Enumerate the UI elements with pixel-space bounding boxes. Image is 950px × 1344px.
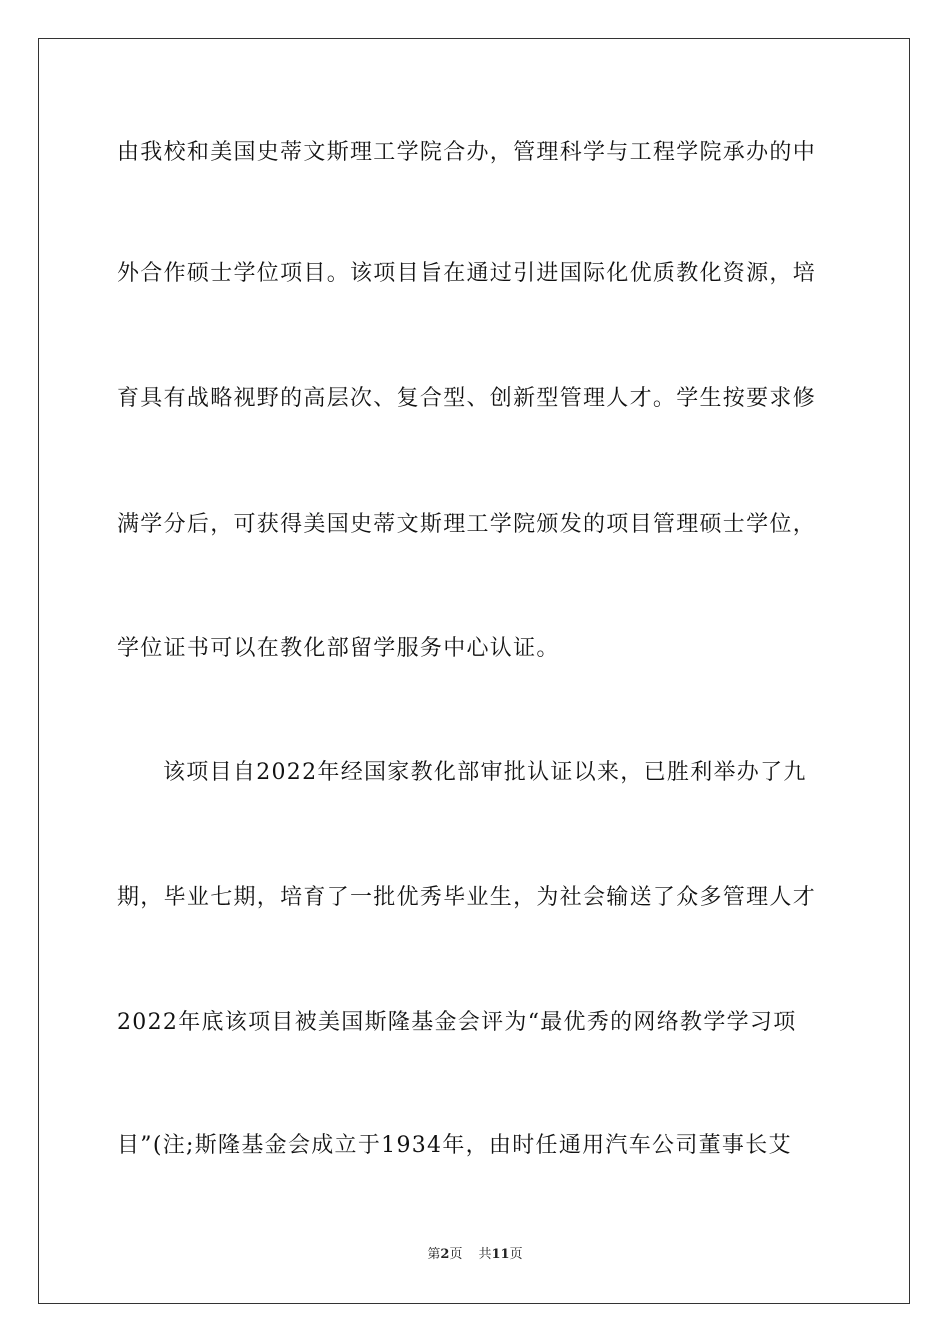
body-text-line-1: 由我校和美国史蒂文斯理工学院合办，管理科学与工程学院承办的中 [117, 140, 817, 165]
total-pages: 11 [491, 1247, 510, 1262]
body-text-line-3: 育具有战略视野的高层次、复合型、创新型管理人才。学生按要求修 [117, 386, 817, 411]
total-label-prefix: 共 [478, 1247, 492, 1262]
body-text-line-5: 学位证书可以在教化部留学服务中心认证。 [117, 636, 560, 661]
body-text-line-2: 外合作硕士学位项目。该项目旨在通过引进国际化优质教化资源，培 [117, 261, 817, 286]
body-text-line-7: 期，毕业七期，培育了一批优秀毕业生，为社会输送了众多管理人才 [117, 885, 817, 910]
page-footer [0, 1246, 950, 1264]
page-label-prefix: 第 [427, 1247, 441, 1262]
body-text-line-9: 目”(注;斯隆基金会成立于1934年，由时任通用汽车公司董事长艾 [117, 1133, 792, 1158]
body-text-line-4: 满学分后，可获得美国史蒂文斯理工学院颁发的项目管理硕士学位， [117, 512, 817, 537]
page-number: 2 [440, 1247, 450, 1262]
total-label-suffix: 页 [509, 1247, 523, 1262]
body-text-line-6: 该项目自2022年经国家教化部审批认证以来，已胜利举办了九 [163, 760, 807, 785]
body-text-line-8: 2022年底该项目被美国斯隆基金会评为“最优秀的网络教学学习项 [117, 1010, 797, 1035]
page-label-suffix: 页 [449, 1247, 463, 1262]
page-border [38, 38, 910, 1304]
